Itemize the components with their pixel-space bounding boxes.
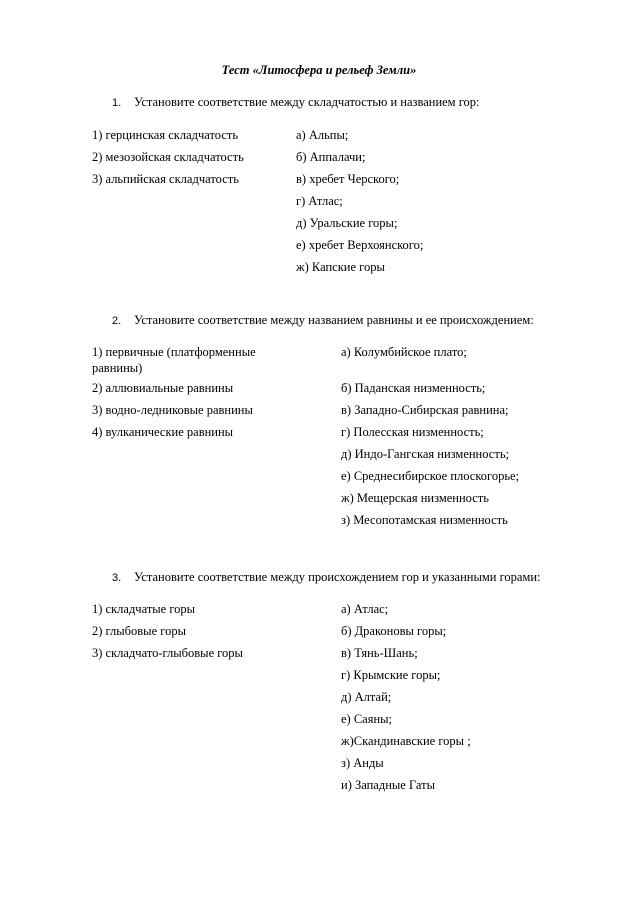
right-item: е) Саяны; (341, 712, 393, 726)
left-item: 2) глыбовые горы (92, 624, 186, 638)
right-item: ж) Мещерская низменность (341, 491, 489, 505)
left-item: 2) аллювиальные равнины (92, 381, 234, 395)
left-item: 3) альпийская складчатость (92, 172, 239, 186)
question-1-right-column (296, 127, 536, 281)
left-item: 3) складчато-глыбовые горы (92, 646, 243, 660)
question-text: Установите соответствие между складчатостью и названием гор: (134, 95, 480, 109)
right-item: г) Атлас; (296, 194, 343, 208)
question-3-left-column (92, 601, 297, 667)
right-item: а) Атлас; (341, 602, 389, 616)
left-item: 2) мезозойская складчатость (92, 150, 244, 164)
left-item: 4) вулканические равнины (92, 425, 234, 439)
question-3-right-column (341, 601, 581, 799)
right-item: ж)Скандинавские горы ; (341, 734, 471, 748)
question-number: 1. (112, 97, 122, 109)
question-text: Установите соответствие между происхождением гор и указанными горами: (134, 570, 541, 584)
left-item: 3) водно-ледниковые равнины (92, 403, 253, 417)
right-item: д) Индо-Гангская низменность; (341, 447, 509, 461)
right-item: б) Аппалачи; (296, 150, 366, 164)
right-item: з) Месопотамская низменность (341, 513, 508, 527)
right-item: б) Драконовы горы; (341, 624, 447, 638)
question-number: 3. (112, 572, 122, 584)
right-item: б) Паданская низменность; (341, 381, 486, 395)
right-item: е) Среднесибирское плоскогорье; (341, 469, 520, 483)
question-text: Установите соответствие между названием равнины и ее происхождением: (134, 313, 534, 327)
document-title: Тест «Литосфера и рельеф Земли» (221, 63, 417, 77)
question-2-left-column (92, 344, 297, 446)
right-item: з) Анды (341, 756, 384, 770)
question-2 (112, 312, 534, 329)
right-item: г) Крымские горы; (341, 668, 441, 682)
question-3 (112, 569, 541, 586)
right-item: и) Западные Гаты (341, 778, 435, 792)
left-item: 1) складчатые горы (92, 602, 196, 616)
right-item: а) Колумбийское плато; (341, 345, 467, 359)
right-item: в) Западно-Сибирская равнина; (341, 403, 509, 417)
question-1-left-column (92, 127, 292, 193)
right-item: в) Тянь-Шань; (341, 646, 418, 660)
right-item: ж) Капские горы (296, 260, 385, 274)
right-item: г) Полесская низменность; (341, 425, 484, 439)
right-item: д) Уральские горы; (296, 216, 398, 230)
question-number: 2. (112, 315, 122, 327)
left-item: 1) первичные (платформенные равнины) (92, 345, 256, 375)
question-2-right-column (341, 344, 581, 534)
question-1 (112, 94, 480, 111)
right-item: в) хребет Черского; (296, 172, 400, 186)
left-item: 1) герцинская складчатость (92, 128, 239, 142)
right-item: а) Альпы; (296, 128, 349, 142)
right-item: д) Алтай; (341, 690, 392, 704)
right-item: е) хребет Верхоянского; (296, 238, 424, 252)
